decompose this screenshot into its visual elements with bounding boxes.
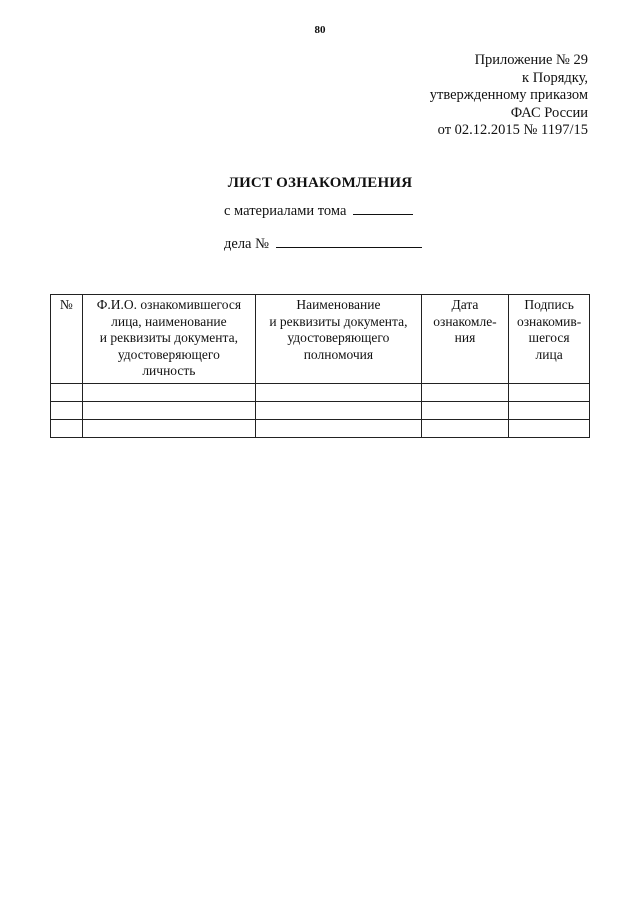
column-header-full-name (82, 295, 255, 384)
header-text: Подпись ознакомив- шегося лица (516, 297, 582, 362)
appendix-reference (388, 52, 588, 140)
volume-blank-line (353, 213, 413, 215)
case-field (224, 236, 422, 253)
table-cell (256, 420, 422, 438)
table-header-row (51, 295, 590, 384)
table-row (51, 384, 590, 402)
table-cell (82, 402, 255, 420)
table-cell (421, 420, 509, 438)
appendix-line: от 02.12.2015 № 1197/15 (437, 122, 588, 138)
table-cell (51, 384, 83, 402)
column-header-number (51, 295, 83, 384)
appendix-line: утвержденному приказом (429, 87, 588, 103)
table-cell (256, 402, 422, 420)
header-text: Наименование и реквизиты документа, удостоверяющего полномочия (269, 297, 408, 362)
volume-label: с материалами тома (224, 203, 347, 219)
table-cell (82, 420, 255, 438)
header-text: Дата ознакомле- ния (433, 297, 497, 345)
table-cell (51, 420, 83, 438)
table-cell (509, 420, 590, 438)
table-cell (256, 384, 422, 402)
case-blank-line (276, 246, 422, 248)
table-cell (82, 384, 255, 402)
column-header-signature (509, 295, 590, 384)
column-header-authority-document (256, 295, 422, 384)
table-row (51, 402, 590, 420)
case-label: дела № (224, 236, 269, 252)
acknowledgment-table (50, 294, 590, 438)
appendix-line: к Порядку, (522, 69, 588, 86)
appendix-line: ФАС России (510, 104, 588, 121)
table-cell (509, 384, 590, 402)
document-title: ЛИСТ ОЗНАКОМЛЕНИЯ (227, 175, 413, 191)
table-cell (421, 402, 509, 420)
table-cell (51, 402, 83, 420)
column-header-date (421, 295, 509, 384)
table-row (51, 420, 590, 438)
table-cell (509, 402, 590, 420)
volume-field (224, 203, 413, 220)
header-text: Ф.И.О. ознакомившегося лица, наименование и реквизиты документа, удостоверяющего личность (96, 297, 242, 378)
appendix-line: Приложение № 29 (474, 52, 588, 68)
header-text: № (59, 297, 73, 312)
table-cell (421, 384, 509, 402)
page-number: 80 (314, 24, 326, 36)
